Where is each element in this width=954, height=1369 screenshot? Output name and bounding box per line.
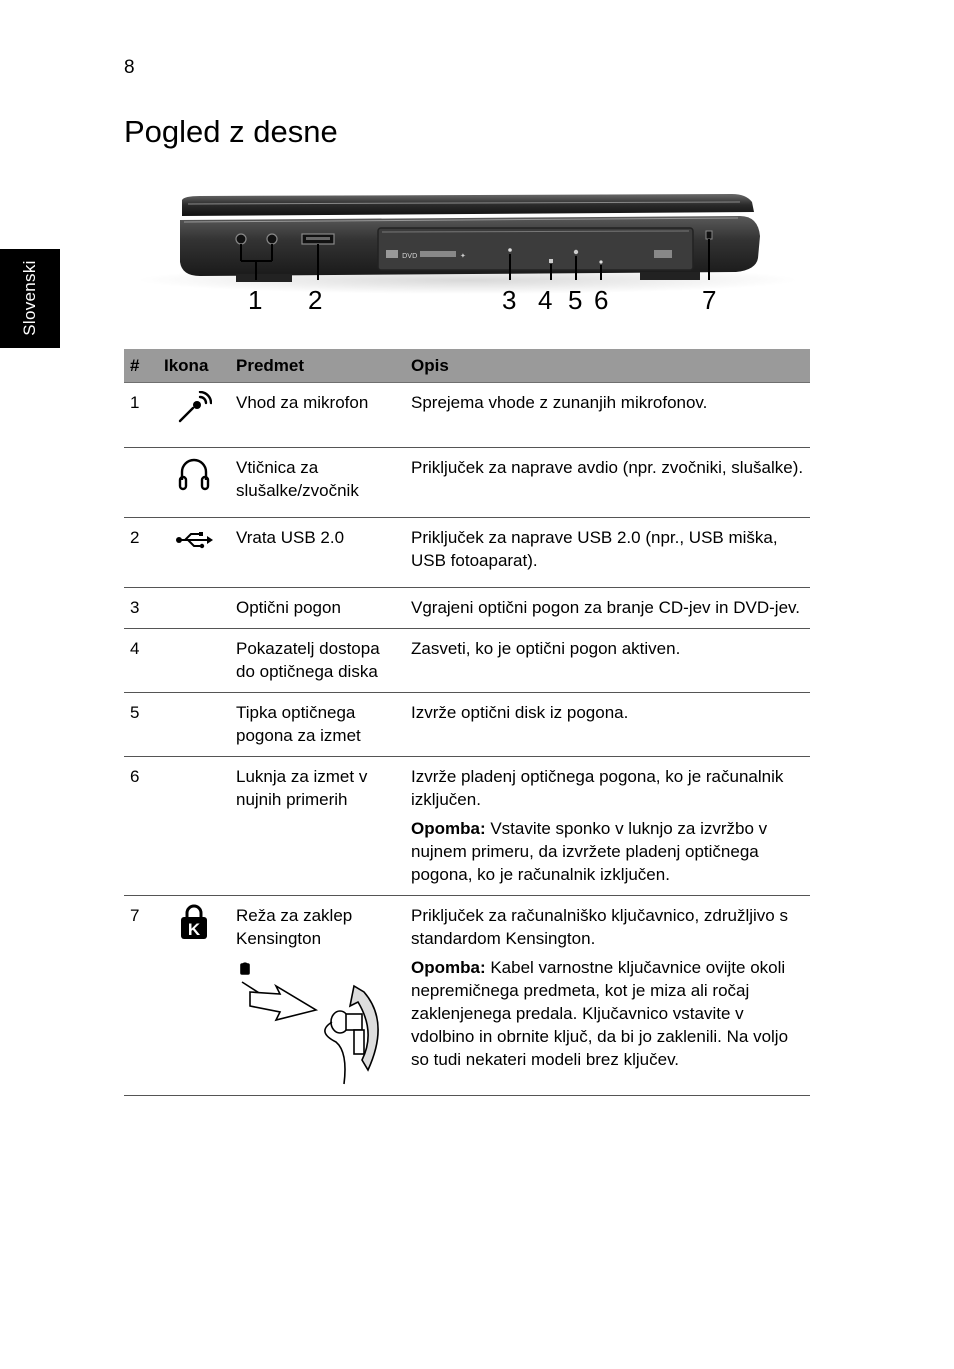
row-number: 4 xyxy=(124,629,158,693)
row-note xyxy=(411,817,804,886)
row-description: Priključek za naprave avdio (npr. zvočniki, slušalke). xyxy=(405,448,810,518)
callout-3: 3 xyxy=(502,285,517,315)
row-item: Vrata USB 2.0 xyxy=(230,518,405,588)
kensington-lock-usage-illustration xyxy=(236,962,386,1086)
row-item: Tipka optičnega pogona za izmet xyxy=(230,693,405,757)
table-header-row xyxy=(124,349,810,383)
component-table xyxy=(124,349,810,1096)
table-row xyxy=(124,757,810,896)
row-item: Vtičnica za slušalke/zvočnik xyxy=(230,448,405,518)
table-row xyxy=(124,629,810,693)
note-text: Vstavite sponko v luknjo za izvržbo v nujnem primeru, da izvržete pladenj optičnega pogona, ko je računalnik izključen. xyxy=(411,819,768,884)
note-label: Opomba: xyxy=(411,958,486,977)
note-text: Kabel varnostne ključavnice ovijte okoli nepremičnega predmeta, kot je miza ali ročaj zaklenjenega predala. Ključavnico vstavite v vdolbino in obrnite ključ, da bi jo zaklenili. Na voljo so tudi nekateri modeli brez ključev. xyxy=(411,958,789,1069)
svg-text:DVD: DVD xyxy=(402,252,418,260)
row-item: Luknja za izmet v nujnih primerih xyxy=(230,757,405,896)
callout-5: 5 xyxy=(568,285,583,315)
page-number: 8 xyxy=(124,57,135,78)
language-tab xyxy=(0,249,60,348)
table-row xyxy=(124,693,810,757)
row-item: Reža za zaklep Kensington xyxy=(236,906,353,948)
row-description: Priključek za računalniško ključavnico, združljivo s standardom Kensington. xyxy=(411,906,788,948)
row-description: Zasveti, ko je optični pogon aktiven. xyxy=(405,629,810,693)
row-number: 3 xyxy=(124,588,158,629)
table-row xyxy=(124,518,810,588)
microphone-icon xyxy=(158,391,230,433)
usb-icon xyxy=(158,526,230,556)
table-row xyxy=(124,896,810,1096)
language-tab-label: Slovenski xyxy=(20,260,39,336)
row-number: 5 xyxy=(124,693,158,757)
row-item: Optični pogon xyxy=(230,588,405,629)
row-description: Vgrajeni optični pogon za branje CD-jev in DVD-jev. xyxy=(405,588,810,629)
laptop-right-side-illustration xyxy=(140,188,795,328)
row-description: Izvrže optični disk iz pogona. xyxy=(405,693,810,757)
row-description: Izvrže pladenj optičnega pogona, ko je računalnik izključen. xyxy=(411,767,784,809)
row-number: 7 xyxy=(124,896,158,1096)
header-description: Opis xyxy=(405,349,810,383)
row-number xyxy=(124,448,158,518)
page-title: Pogled z desne xyxy=(124,114,338,149)
header-icon: Ikona xyxy=(158,349,230,383)
table-row xyxy=(124,588,810,629)
row-number: 2 xyxy=(124,518,158,588)
svg-text:✦: ✦ xyxy=(460,252,466,260)
table-row xyxy=(124,448,810,518)
note-label: Opomba: xyxy=(411,819,486,838)
row-item: Pokazatelj dostopa do optičnega diska xyxy=(230,629,405,693)
callout-7: 7 xyxy=(702,285,717,315)
row-description: Priključek za naprave USB 2.0 (npr., USB miška, USB fotoaparat). xyxy=(405,518,810,588)
svg-text:K: K xyxy=(187,920,201,939)
row-number: 6 xyxy=(124,757,158,896)
header-number: # xyxy=(124,349,158,383)
row-description: Sprejema vhode z zunanjih mikrofonov. xyxy=(405,383,810,448)
callout-4: 4 xyxy=(538,285,553,315)
row-item: Vhod za mikrofon xyxy=(230,383,405,448)
callout-2: 2 xyxy=(308,285,323,315)
headphones-icon xyxy=(158,456,230,498)
kensington-lock-icon xyxy=(158,904,230,946)
row-note xyxy=(411,956,804,1071)
table-row xyxy=(124,383,810,448)
callout-6: 6 xyxy=(594,285,609,315)
row-number: 1 xyxy=(124,383,158,448)
header-item: Predmet xyxy=(230,349,405,383)
callout-1: 1 xyxy=(248,285,263,315)
